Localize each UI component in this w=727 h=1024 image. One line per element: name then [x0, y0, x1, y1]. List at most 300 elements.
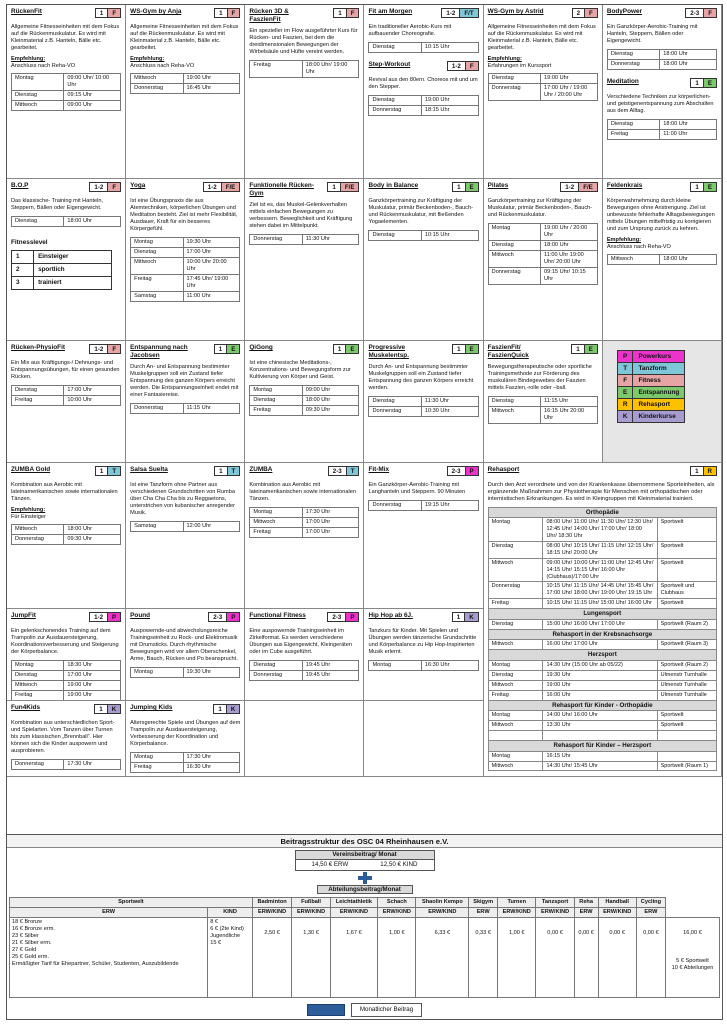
course-desc: Bewegungstherapeutische oder sportliche Trainingsmethode zur Förderung des muskulären Bindegewebes der Faszien mittels Faszien,-rolle oder –ball. [487, 364, 592, 391]
time-table [249, 660, 359, 681]
course-title: Step-Workout [368, 60, 411, 68]
level-badge: 1-2 [561, 183, 578, 191]
reha-location: Sportwelt (Raum 3) [657, 640, 716, 650]
type-badge: K [464, 613, 477, 621]
reha-times: 19:30 Uhr [543, 670, 657, 680]
time-value: 18:00 Uhr [541, 240, 598, 250]
time-row [488, 250, 597, 267]
rehasport-section: Rehasport für Kinder – Herzsport [488, 740, 716, 751]
course-fitammorgen-step [364, 5, 483, 179]
time-value: 19:00 Uhr [64, 680, 121, 690]
time-row [607, 49, 716, 59]
time-row [488, 406, 597, 423]
time-day: Donnerstag [369, 105, 421, 115]
sportwelt-kind: 8 € 6 € (2te Kind) Jugendliche 15 € [208, 918, 253, 998]
fee-col-head: Sportwelt [10, 898, 253, 908]
legend-label: Fitness [633, 375, 685, 387]
time-value: 19:00 Uhr [541, 73, 598, 83]
fee-col-head: Schach [378, 898, 416, 908]
course-desc: Ganzkörpertraining zur Kräftigung der Muskulatur, primär Beckenboden-, Bauch- und Rückenmuskulatur, mit fließenden Yogaelementen. [368, 198, 473, 225]
time-row [12, 216, 121, 226]
rehasport-row [488, 661, 716, 671]
course-title: Jumping Kids [130, 704, 173, 711]
time-value: 18:30 Uhr [64, 660, 121, 670]
reha-times: 14:30 Uhr/ 15:45 Uhr [543, 761, 657, 771]
time-day: Mittwoch [250, 517, 302, 527]
level-type-badge [213, 704, 240, 714]
fee-value: 0,00 € [574, 918, 598, 998]
type-badge: F/E [578, 183, 597, 191]
course-recommendation: Empfehlung: Anschluss nach Reha-VO [606, 236, 671, 250]
level-badge: 1-2 [90, 345, 107, 353]
time-value: 19:00 Uhr [64, 690, 121, 700]
course-title: Entspannung nach Jacobsen [130, 344, 188, 359]
time-value: 16:15 Uhr 20:00 Uhr [541, 406, 598, 423]
time-value: 16:30 Uhr [421, 660, 478, 670]
time-table [130, 73, 240, 94]
reha-location: Sportwelt [657, 542, 716, 559]
time-day: Montag [488, 223, 540, 240]
course-desc: Tanzkurs für Kinder. Mit Spielen und Übungen werden tänzerische Grundschritte und Körperbalance zu Hip Hop-Inspirierten Musik erlernt. [368, 628, 477, 655]
time-day: Dienstag [607, 119, 659, 129]
type-badge: F [107, 9, 120, 17]
course-recommendation: Empfehlung: Erfahrungen im Kurssport [487, 55, 552, 69]
level-badge: 1-2 [448, 62, 465, 70]
course-title: Yoga [130, 182, 146, 189]
time-day: Donnerstag [488, 267, 540, 284]
time-row [131, 752, 240, 762]
type-badge: E [465, 345, 478, 353]
course-bodypower-meditation [603, 5, 722, 179]
time-day: Montag [12, 73, 64, 90]
time-value: 09:00 Uhr [302, 385, 359, 395]
time-value: 19:00 Uhr / 20:00 Uhr [541, 223, 598, 240]
reha-times: 14:30 Uhr (15:00 Uhr ab 05/22) [543, 661, 657, 671]
time-day: Freitag [12, 690, 64, 700]
course-title: Hip Hop ab 6J. [368, 612, 413, 619]
reha-location: Sportwelt (Raum 1) [657, 761, 716, 771]
time-row [488, 73, 597, 83]
time-row [131, 247, 240, 257]
time-table [368, 660, 478, 671]
time-day: Montag [131, 237, 183, 247]
time-day: Dienstag [12, 670, 64, 680]
level-badge: 1 [691, 467, 702, 475]
time-day: Dienstag [369, 396, 421, 406]
reha-day [488, 731, 543, 741]
course-desc: Das klassische- Training mit Hanteln, Steppern, Bällen oder Eigengewicht. [11, 198, 104, 211]
time-value: 17:00 Uhr / 19:00 Uhr / 20:00 Uhr [541, 83, 598, 100]
legend-key: K [617, 411, 633, 423]
fitnesslevel-label: Einsteiger [34, 250, 112, 263]
course-desc: Ein spezieller im Flow ausgeführter Kurs für Rücken- und Faszien, bei dem die dreidimensionalen Bewegungen der Wirbelsäule und Hüfte vereint werden. [249, 28, 358, 55]
course-desc: Ist eine chinesische Meditations-, Konzentrations- und Bewegungsform zur Kultivierung von Körper und Geist. [249, 360, 351, 380]
time-day: Freitag [131, 274, 183, 291]
course-title: RückenFit [11, 8, 42, 15]
reha-location: Sportwelt [657, 711, 716, 721]
time-day: Donnerstag [250, 234, 302, 244]
fitnesslevel-label: sportlich [34, 263, 112, 276]
course-title: Pilates [487, 182, 509, 189]
time-day: Freitag [250, 405, 302, 415]
level-badge: 1-2 [204, 183, 221, 191]
reha-day: Mittwoch [488, 558, 543, 582]
reha-day: Mittwoch [488, 640, 543, 650]
legend-label: Powerkurs [633, 351, 685, 363]
time-day: Donnerstag [488, 83, 540, 100]
time-value: 19:15 Uhr [421, 500, 478, 510]
course-desc: Ein traditioneller Aerobic-Kurs mit aufbauender Choreografie. [368, 24, 452, 37]
time-row [607, 129, 716, 139]
level-badge: 1 [95, 705, 106, 713]
fee-value: 0,00 € [598, 918, 636, 998]
time-table [249, 507, 359, 538]
level-type-badge [452, 612, 479, 622]
course-wsgym-anja [126, 5, 245, 179]
reha-location: Sportwelt (Raum 2) [657, 661, 716, 671]
time-row [12, 395, 121, 405]
level-type-badge [333, 8, 359, 18]
course-bop [7, 179, 126, 341]
legend-key: R [617, 399, 633, 411]
fee-sub-head: ERW/KIND [416, 908, 469, 918]
time-value: 19:45 Uhr [302, 660, 359, 670]
course-desc: Kombination aus Aerobic mit lateinamerikanischen sowie internationalen Tänzen. [11, 482, 118, 502]
legend-label: Kinderkurse [633, 411, 685, 423]
reha-times: 15:00 Uhr/ 16:00 Uhr/ 17:00 Uhr [543, 619, 657, 629]
fee-table [9, 897, 720, 998]
sportwelt-erw: 18 € Bronze 16 € Bronze erm. 23 € Silber 21 € Silber erm. 27 € Gold 25 € Gold erm. Ermäßigter Tarif für Ehepartner, Schüler, Studenten, Auszubildende [10, 918, 208, 998]
time-table [368, 95, 478, 116]
rehasport-row [488, 751, 716, 761]
course-title: FaszienFit/ FaszienQuick [487, 344, 529, 359]
level-type-badge [572, 8, 598, 18]
time-value: 19:30 Uhr [183, 237, 240, 247]
reha-location: Sportwelt [657, 599, 716, 609]
time-day: Dienstag [488, 73, 540, 83]
time-value: 09:15 Uhr/ 10:15 Uhr [541, 267, 598, 284]
rehasport-section: Lungensport [488, 609, 716, 620]
rehasport-row [488, 619, 716, 629]
level-badge: 1 [572, 345, 583, 353]
reha-day: Dienstag [488, 619, 543, 629]
level-type-badge [327, 182, 359, 192]
time-table [11, 216, 121, 227]
type-badge: P [226, 613, 239, 621]
reha-times: 08:00 Uhr/ 11:00 Uhr/ 11:30 Uhr/ 12:30 Uhr/ 12:45 Uhr/ 14:00 Uhr/ 17:00 Uhr/ 18:00 Uhr/ 18:30 Uhr [543, 518, 657, 542]
empty-cell [245, 701, 364, 777]
time-row [250, 670, 359, 680]
time-row [488, 396, 597, 406]
level-badge: 1-2 [90, 183, 107, 191]
level-type-badge [89, 612, 121, 622]
type-badge: T [346, 467, 359, 475]
time-value: 12:00 Uhr [183, 521, 240, 531]
time-value: 17:00 Uhr [302, 527, 359, 537]
time-row [369, 105, 478, 115]
reha-times: 13:30 Uhr [543, 721, 657, 731]
level-badge: 1 [328, 183, 339, 191]
fee-sub-head: ERW/KIND [598, 908, 636, 918]
reha-location [657, 751, 716, 761]
time-value: 18:00 Uhr/ 19:00 Uhr [302, 60, 359, 77]
time-table [488, 223, 598, 285]
time-day: Montag [250, 507, 302, 517]
time-day: Montag [369, 660, 421, 670]
fee-col-head: Tanzsport [536, 898, 574, 908]
time-value: 19:00 Uhr [183, 73, 240, 83]
course-title: Feldenkrais [606, 182, 643, 189]
time-day: Mittwoch [131, 257, 183, 274]
fee-col-head: Cycling [636, 898, 665, 908]
time-value: 17:00 Uhr [64, 670, 121, 680]
time-day: Freitag [131, 762, 183, 772]
course-wsgym-astrid [484, 5, 603, 179]
time-row [250, 405, 359, 415]
rehasport-section: Rehasport für Kinder - Orthopädie [488, 700, 716, 711]
time-row [12, 524, 121, 534]
course-pilates [484, 179, 603, 341]
level-type-badge [203, 182, 241, 192]
course-title: Fit-Mix [368, 466, 390, 473]
legend-cell [603, 341, 722, 463]
reha-day: Mittwoch [488, 680, 543, 690]
course-title: Pound [130, 612, 151, 619]
fee-sub-head: ERW/KIND [292, 908, 330, 918]
course-progmuskel [364, 341, 483, 463]
time-row [250, 395, 359, 405]
type-badge: R [703, 467, 716, 475]
time-table [130, 752, 240, 773]
fee-value: 0,33 € [469, 918, 498, 998]
rehasport-row [488, 542, 716, 559]
fitnesslevel-title: Fitnesslevel [11, 238, 48, 246]
time-row [12, 660, 121, 670]
time-day: Donnerstag [369, 406, 421, 416]
course-desc: Ein Ganzkörper-Aerobic-Training mit Langhanteln und Steppern. 90 Minuten [368, 482, 466, 495]
type-badge: E [703, 183, 716, 191]
level-badge: 1 [334, 9, 345, 17]
fee-value: 0,00 € [636, 918, 665, 998]
time-value: 10:00 Uhr [64, 395, 121, 405]
type-badge: K [107, 705, 120, 713]
time-value: 10:00 Uhr 20:00 Uhr [183, 257, 240, 274]
fee-sub-head: ERW [469, 908, 498, 918]
fee-value: 1,00 € [498, 918, 536, 998]
time-table [130, 521, 240, 532]
reha-times: 09:00 Uhr/ 10:00 Uhr/ 11:00 Uhr/ 12:45 Uhr/ 14:15 Uhr/ 15:15 Uhr/ 16:00 Uhr (Clubhaus)/17:00 Uhr [543, 558, 657, 582]
time-day: Montag [250, 385, 302, 395]
reha-day: Mittwoch [488, 721, 543, 731]
time-row [369, 396, 478, 406]
level-badge: 1 [334, 345, 345, 353]
fee-structure [7, 834, 722, 1020]
level-type-badge [94, 704, 121, 714]
level-type-badge [452, 182, 479, 192]
level-type-badge [447, 61, 479, 71]
level-type-badge [208, 612, 240, 622]
time-table [607, 254, 717, 265]
monthly-label: Monatlicher Beitrag [351, 1003, 422, 1017]
time-value: 09:30 Uhr [64, 534, 121, 544]
type-badge: P [107, 613, 120, 621]
time-day: Freitag [250, 527, 302, 537]
reha-times: 08:00 Uhr/ 10:15 Uhr/ 11:15 Uhr/ 12:15 Uhr/ 18:15 Uhr/ 20:00 Uhr [543, 542, 657, 559]
time-row [250, 660, 359, 670]
level-type-badge [95, 8, 121, 18]
time-day: Mittwoch [12, 524, 64, 534]
course-qigong [245, 341, 364, 463]
time-value: 11:15 Uhr [541, 396, 598, 406]
legend-row [617, 387, 684, 399]
time-table [368, 500, 478, 511]
fee-sub-head: ERW/KIND [330, 908, 377, 918]
course-desc: Kombination aus unterschiedlichen Sport- und Spielarten. Vom Tanzen über Turnen bis zum klassischen „Brennball“. Hier können sich die Kinder auspowern und ausprobieren. [11, 720, 115, 754]
rehasport-row [488, 640, 716, 650]
time-table [368, 396, 478, 417]
time-value: 18:00 Uhr [660, 254, 717, 264]
level-type-badge [327, 612, 359, 622]
level-badge: 1 [453, 345, 464, 353]
course-desc: Ein Mix aus Kräftigungs-/ Dehnungs- und Entspannungsübungen, für einen gesunden Rücken. [11, 360, 120, 380]
type-badge: P [465, 467, 478, 475]
type-badge: E [703, 79, 716, 87]
time-day: Mittwoch [607, 254, 659, 264]
time-value: 11:30 Uhr [421, 396, 478, 406]
type-badge: T [227, 467, 240, 475]
rehasport-row [488, 711, 716, 721]
course-title: Fun4Kids [11, 704, 41, 711]
time-value: 17:45 Uhr/ 19:00 Uhr [183, 274, 240, 291]
course-desc: Verschiedene Techniken zur körperlichen- und geistigenentspannung zum Abschalten aus dem Alltag. [606, 93, 714, 114]
fee-sub-head: ERW [636, 908, 665, 918]
time-row [131, 667, 240, 677]
time-day: Dienstag [369, 42, 421, 52]
time-row [131, 762, 240, 772]
course-zumbagold [7, 463, 126, 609]
time-value: 17:30 Uhr [64, 759, 121, 769]
empty-cell [364, 701, 483, 777]
legend-key: P [617, 351, 633, 363]
time-day: Montag [12, 660, 64, 670]
rehasport-section: Rehasport in der Krebsnachsorge [488, 629, 716, 640]
reha-day: Dienstag [488, 542, 543, 559]
level-badge: 1 [96, 467, 107, 475]
course-title: Functional Fitness [249, 612, 306, 619]
course-ruecken3d [245, 5, 364, 179]
fee-col-head: Reha [574, 898, 598, 908]
time-value: 18:00 Uhr [64, 524, 121, 534]
time-value: 17:00 Uhr [183, 247, 240, 257]
time-row [250, 60, 359, 77]
course-title: Progressive Muskelentsp. [368, 344, 409, 359]
reha-times [543, 731, 657, 741]
rehasport-row [488, 558, 716, 582]
time-table [11, 524, 121, 545]
reha-location: Sportwelt (Raum 2) [657, 619, 716, 629]
rehasport-row [488, 518, 716, 542]
fee-sub-head: ERW/KIND [536, 908, 574, 918]
course-desc: Ein Ganzkörper-Aerobic-Training mit Hanteln, Steppern, Bällen oder Eigengewicht. [606, 24, 698, 44]
reha-location: Sportwelt [657, 721, 716, 731]
plus-icon [356, 871, 374, 885]
time-day: Donnerstag [12, 759, 64, 769]
course-desc: Durch An- und Entspannung bestimmter Muskelgruppen soll ein Zustand tiefer Entspannung des ganzen Körpers erreicht werden. [368, 364, 474, 391]
course-recommendation: Empfehlung: Anschluss nach Reha-VO [11, 55, 76, 69]
time-day: Mittwoch [488, 406, 540, 423]
time-day: Dienstag [488, 240, 540, 250]
course-desc: Auspowernde-und abwechslungsreiche Trainingseinheit zu Rock- und Elektromusik mit Drumsticks. Durch rhythmische Bewegungen wird vor allem Oberschenkel, Arme, Bauch, Rücken und Po beansprucht. [130, 628, 238, 662]
reha-day: Montag [488, 751, 543, 761]
type-badge: T [107, 467, 120, 475]
level-type-badge [690, 78, 717, 88]
time-row [250, 385, 359, 395]
level-badge: 1-2 [442, 9, 459, 17]
reha-location: Ulmenstr Turnhalle [657, 670, 716, 680]
time-row [250, 234, 359, 244]
course-title: Meditation [606, 77, 639, 85]
time-value: 10:15 Uhr [421, 42, 478, 52]
course-desc: Altersgerechte Spiele und Übungen auf dem Trampolin zur Ausdauersteigerung, Verbesserung der Koordination und Körperbalance. [130, 720, 241, 747]
time-value: 11:30 Uhr [302, 234, 359, 244]
fee-value: 0,00 € [536, 918, 574, 998]
course-title: JumpFit [11, 612, 36, 619]
rehasport-cell [484, 463, 722, 777]
reha-location: Sportwelt [657, 518, 716, 542]
level-type-badge [447, 466, 479, 476]
level-badge: 2-3 [329, 467, 346, 475]
monthly-legend [7, 1003, 722, 1017]
course-recommendation: Empfehlung: Anschluss nach Reha-VO [130, 55, 195, 69]
legend-label: Rehasport [633, 399, 685, 411]
level-badge: 2-3 [209, 613, 226, 621]
course-title: B.O.P [11, 182, 29, 189]
vereinsbeitrag-label: Vereinsbeitrag/ Monat [296, 851, 434, 860]
legend-row [617, 399, 684, 411]
time-row [131, 83, 240, 93]
course-yoga [126, 179, 245, 341]
course-desc: Kombination aus Aerobic mit lateinamerikanischen sowie internationalen Tänzen. [249, 482, 356, 502]
type-badge: E [584, 345, 597, 353]
fee-col-head: Leichtathletik [330, 898, 377, 908]
level-type-badge [685, 8, 717, 18]
time-row [369, 95, 478, 105]
time-row [131, 521, 240, 531]
legend-row [617, 363, 684, 375]
type-badge: F/T [459, 9, 477, 17]
time-day: Dienstag [607, 49, 659, 59]
vereinsbeitrag-box [295, 850, 435, 871]
type-badge: F [227, 9, 240, 17]
time-day: Mittwoch [12, 100, 64, 110]
legend-key: T [617, 363, 633, 375]
reha-times: 10:15 Uhr/ 11:15 Uhr/ 15:00 Uhr/ 16:00 Uhr [543, 599, 657, 609]
type-badge: F [584, 9, 597, 17]
fee-value: 2,50 € [252, 918, 292, 998]
fitnesslevel-table [11, 250, 112, 290]
legend-key: E [617, 387, 633, 399]
rehasport-row [488, 761, 716, 771]
fee-col-head: Badminton [252, 898, 292, 908]
course-title: Fit am Morgen [368, 8, 413, 15]
type-badge: E [465, 183, 478, 191]
fitnesslevel-num: 3 [12, 276, 34, 289]
time-value: 18:00 Uhr [64, 216, 121, 226]
course-funkruecken [245, 179, 364, 341]
reha-day: Mittwoch [488, 761, 543, 771]
time-table [130, 237, 240, 302]
time-day: Donnerstag [131, 403, 183, 413]
